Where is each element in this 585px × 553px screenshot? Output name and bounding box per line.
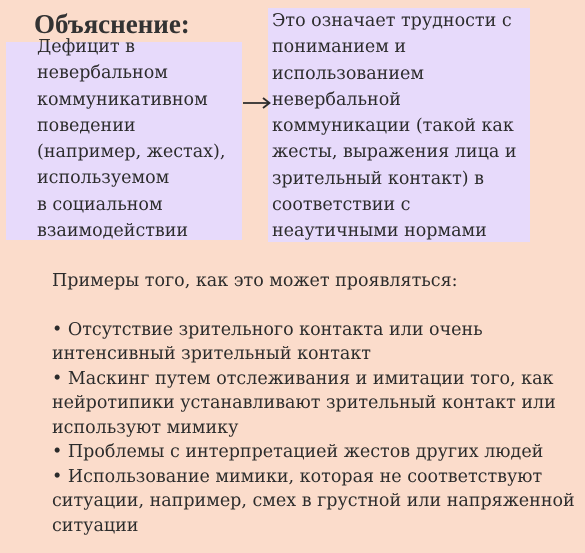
right-line: Это означает трудности с xyxy=(272,11,512,31)
right-line: соответствии с xyxy=(272,195,411,216)
left-line: в социальном xyxy=(37,194,163,215)
right-line: зрительный контакт) в xyxy=(272,168,485,189)
section-heading: Объяснение: xyxy=(34,9,190,39)
example-line: интенсивный зрительный контакт xyxy=(52,344,371,364)
left-line: коммуникативном xyxy=(37,89,208,110)
deficit-description xyxy=(37,34,225,244)
examples-section xyxy=(52,269,575,538)
left-line: невербальном xyxy=(37,63,168,84)
right-line: неаутичными нормами xyxy=(272,221,487,242)
example-line: ситуации, например, смех в грустной или напряженной xyxy=(52,491,575,511)
left-line: Дефицит в xyxy=(37,37,135,57)
right-line: жесты, выражения лица и xyxy=(272,142,517,163)
left-line: поведении xyxy=(37,115,136,136)
example-line: • Маскинг путем отслеживания и имитации того, как xyxy=(52,368,554,389)
right-line: использованием xyxy=(272,63,424,84)
examples-intro: Примеры того, как это может проявляться: xyxy=(52,271,458,291)
left-line: используемом xyxy=(37,168,170,189)
example-line: • Отсутствие зрительного контакта или очень xyxy=(52,319,483,340)
right-line: пониманием и xyxy=(272,37,407,58)
example-line: нейротипики устанавливают зрительный контакт или xyxy=(52,393,556,413)
meaning-description xyxy=(272,8,517,245)
right-line: коммуникации (такой как xyxy=(272,116,514,137)
example-line: • Проблемы с интерпретацией жестов других людей xyxy=(52,442,544,462)
right-arrow-icon xyxy=(242,93,272,113)
example-line: • Использование мимики, которая не соответствуют xyxy=(52,466,543,487)
left-line: взаимодействии xyxy=(37,221,189,242)
example-line: используют мимику xyxy=(52,417,239,438)
example-line: ситуации xyxy=(52,515,139,536)
right-line: невербальной xyxy=(272,89,401,110)
left-line: (например, жестах), xyxy=(37,142,226,163)
